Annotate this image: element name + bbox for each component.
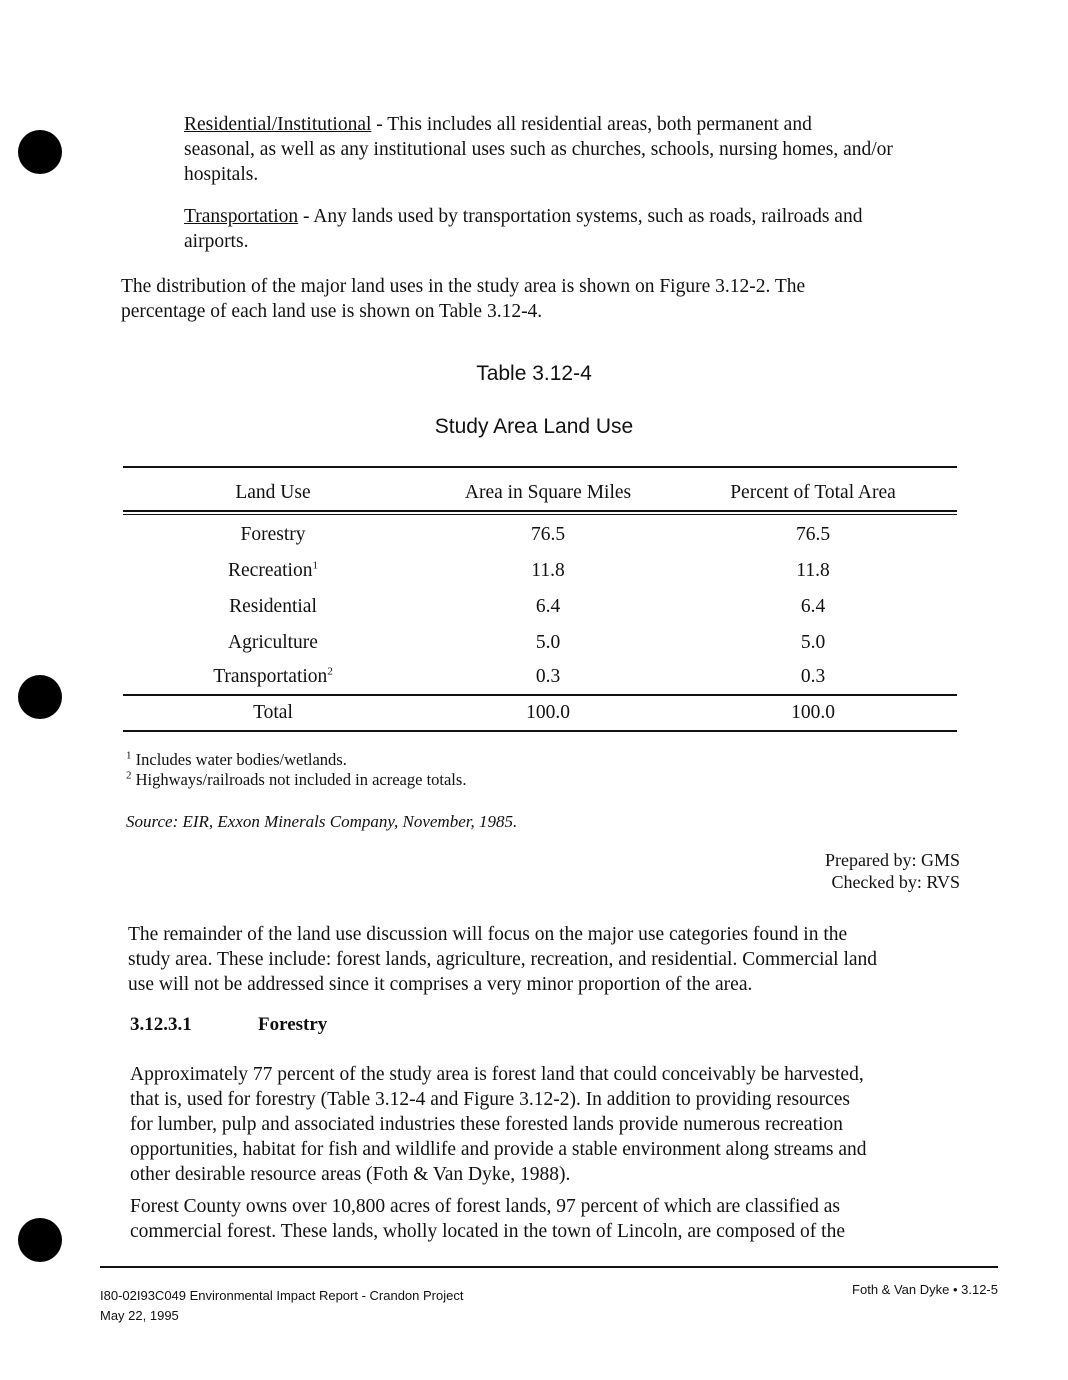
table-header-row bbox=[123, 482, 957, 508]
definition-text: seasonal, as well as any institutional uses such as churches, schools, nursing homes, and/or bbox=[184, 139, 893, 160]
footer-date: May 22, 1995 bbox=[100, 1308, 179, 1323]
source-note: Source: EIR, Exxon Minerals Company, November, 1985. bbox=[126, 812, 518, 831]
footer-rule bbox=[100, 1266, 998, 1268]
header-rule bbox=[123, 514, 957, 515]
footer-left bbox=[100, 1286, 463, 1326]
definition-term: Transportation bbox=[184, 206, 299, 227]
definition-text: - Any lands used by transportation systems, such as roads, railroads and bbox=[298, 206, 863, 227]
cell-percent: 0.3 bbox=[800, 666, 826, 687]
section-heading bbox=[130, 1014, 327, 1036]
cell-total-area: 100.0 bbox=[526, 702, 570, 723]
section-title: Forestry bbox=[258, 1014, 328, 1035]
distribution-paragraph bbox=[121, 274, 805, 324]
checked-by: Checked by: RVS bbox=[831, 872, 960, 892]
paragraph-line: percentage of each land use is shown on Table 3.12-4. bbox=[121, 301, 543, 322]
cell-land-use: Residential bbox=[229, 596, 317, 617]
cell-land-use: Recreation$^1$ bbox=[228, 559, 318, 581]
paragraph-line: The distribution of the major land uses in the study area is shown on Figure 3.12-2. The bbox=[121, 276, 806, 297]
footnote: $^1$ Includes water bodies/wetlands. bbox=[126, 749, 347, 769]
definition-text: - This includes all residential areas, both permanent and bbox=[371, 114, 812, 135]
total-rule bbox=[123, 694, 957, 696]
header-land-use: Land Use bbox=[235, 482, 311, 503]
footer-page-ref: Foth & Van Dyke • 3.12-5 bbox=[852, 1282, 998, 1297]
paragraph-line: Forest County owns over 10,800 acres of forest lands, 97 percent of which are classified as bbox=[130, 1196, 840, 1217]
header-percent: Percent of Total Area bbox=[730, 482, 896, 503]
cell-percent: 5.0 bbox=[800, 632, 826, 653]
table-row bbox=[123, 666, 957, 692]
remainder-paragraph bbox=[128, 922, 877, 997]
paragraph-line: other desirable resource areas (Foth & Van Dyke, 1988). bbox=[130, 1164, 571, 1185]
table-top-rule bbox=[123, 466, 957, 468]
paragraph-line: study area. These include: forest lands, agriculture, recreation, and residential. Commercial land bbox=[128, 949, 878, 970]
section-number: 3.12.3.1 bbox=[130, 1014, 192, 1035]
county-paragraph bbox=[130, 1194, 845, 1244]
cell-land-use: Forestry bbox=[240, 524, 306, 545]
table-row bbox=[123, 524, 957, 550]
table-row bbox=[123, 560, 957, 586]
cell-percent: 76.5 bbox=[795, 524, 831, 545]
paragraph-line: that is, used for forestry (Table 3.12-4 and Figure 3.12-2). In addition to providing resources bbox=[130, 1089, 850, 1110]
punch-hole bbox=[18, 675, 62, 719]
table-row bbox=[123, 596, 957, 622]
cell-total-label: Total bbox=[253, 702, 293, 723]
header-rule bbox=[123, 510, 957, 512]
paragraph-line: Approximately 77 percent of the study area is forest land that could conceivably be harvested, bbox=[130, 1064, 864, 1085]
paragraph-line: opportunities, habitat for fish and wildlife and provide a stable environment along streams and bbox=[130, 1139, 867, 1160]
table-number: Table 3.12-4 bbox=[476, 362, 592, 385]
header-area: Area in Square Miles bbox=[464, 482, 632, 503]
cell-area: 5.0 bbox=[535, 632, 561, 653]
definition-term: Residential/Institutional bbox=[184, 114, 372, 135]
cell-area: 11.8 bbox=[531, 560, 565, 581]
table-bottom-rule bbox=[123, 730, 957, 732]
paragraph-line: commercial forest. These lands, wholly located in the town of Lincoln, are composed of the bbox=[130, 1221, 845, 1242]
paragraph-line: use will not be addressed since it comprises a very minor proportion of the area. bbox=[128, 974, 753, 995]
cell-area: 76.5 bbox=[530, 524, 566, 545]
cell-area: 0.3 bbox=[535, 666, 561, 687]
punch-hole bbox=[18, 130, 62, 174]
forestry-paragraph bbox=[130, 1062, 866, 1187]
table-total-row bbox=[123, 702, 957, 728]
cell-percent: 6.4 bbox=[800, 596, 826, 617]
table-row bbox=[123, 632, 957, 658]
cell-total-percent: 100.0 bbox=[791, 702, 835, 723]
table-title: Study Area Land Use bbox=[434, 415, 634, 438]
punch-hole bbox=[18, 1218, 62, 1262]
footnote: $^2$ Highways/railroads not included in acreage totals. bbox=[126, 769, 467, 789]
paragraph-line: for lumber, pulp and associated industries these forested lands provide numerous recreation bbox=[130, 1114, 843, 1135]
transportation-definition bbox=[184, 204, 862, 254]
paragraph-line: The remainder of the land use discussion will focus on the major use categories found in the bbox=[128, 924, 848, 945]
residential-definition bbox=[184, 112, 893, 187]
prepared-by: Prepared by: GMS bbox=[825, 850, 960, 870]
footer-doc-id: I80-02I93C049 Environmental Impact Report - Crandon Project bbox=[100, 1288, 464, 1303]
cell-land-use: Transportation$^2$ bbox=[213, 665, 333, 687]
cell-area: 6.4 bbox=[535, 596, 561, 617]
definition-text: airports. bbox=[184, 231, 249, 252]
cell-land-use: Agriculture bbox=[228, 632, 318, 653]
cell-percent: 11.8 bbox=[796, 560, 830, 581]
definition-text: hospitals. bbox=[184, 164, 259, 185]
